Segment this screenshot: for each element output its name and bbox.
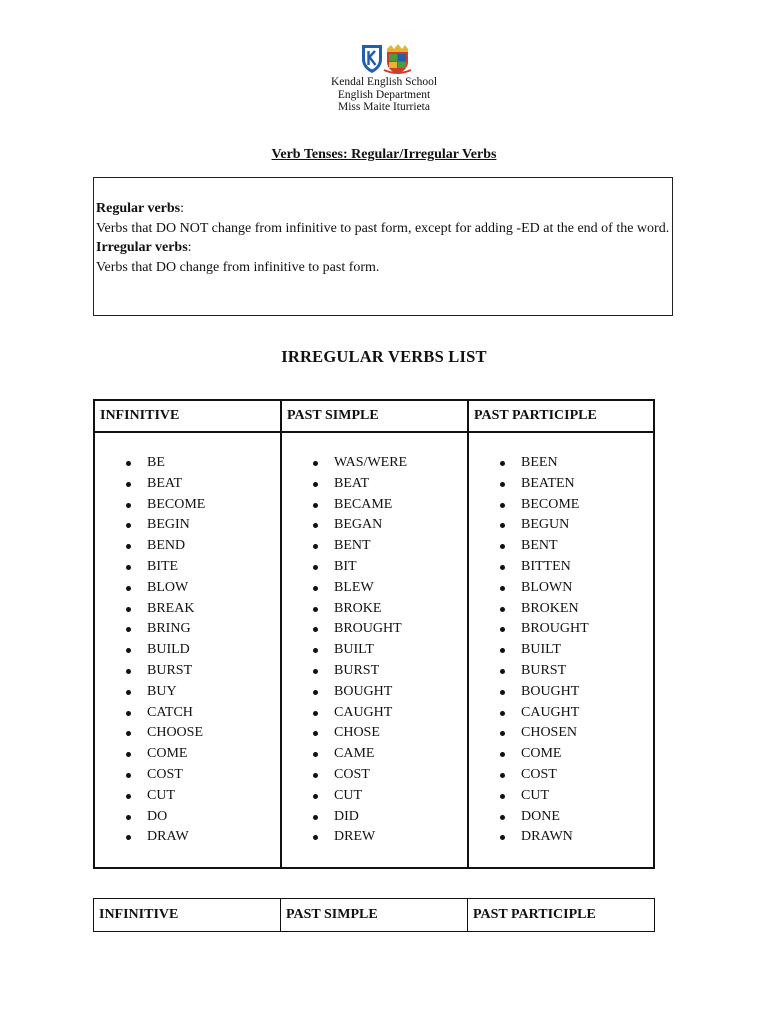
bullet-icon (500, 627, 505, 632)
bullet-icon (126, 731, 131, 736)
bullet-icon (500, 835, 505, 840)
past-participle-column (469, 401, 653, 867)
department-name: English Department (337, 88, 431, 101)
past-participle-verb: COST (521, 766, 557, 782)
bullet-icon (313, 627, 318, 632)
bullet-icon (126, 586, 131, 591)
past-simple-verb: WAS/WERE (334, 455, 408, 470)
bullet-icon (313, 711, 318, 716)
bullet-icon (126, 835, 131, 840)
past-simple-verb: BIT (334, 558, 357, 574)
past-simple-verb: BURST (334, 662, 380, 678)
bullet-icon (500, 523, 505, 528)
bullet-icon (500, 565, 505, 570)
bullet-icon (500, 544, 505, 549)
bullet-icon (313, 461, 318, 466)
past-simple-verb: BEGAN (334, 517, 383, 533)
bullet-icon (313, 669, 318, 674)
bullet-icon (313, 815, 318, 820)
bullet-icon (500, 648, 505, 653)
past-simple-verb: CUT (334, 787, 362, 803)
regular-verbs-definition: Verbs that DO NOT change from infinitive to past form, except for adding -ED at the end of the word. (96, 220, 670, 236)
infinitive-verb: COST (147, 766, 183, 782)
bullet-icon (126, 503, 131, 508)
bullet-icon (500, 503, 505, 508)
infinitive-verb: BEAT (147, 475, 182, 491)
bullet-icon (313, 731, 318, 736)
bullet-icon (500, 669, 505, 674)
bullet-icon (126, 711, 131, 716)
past-participle-verb: CAUGHT (521, 704, 580, 720)
bullet-icon (313, 835, 318, 840)
past-participle-verb: BEEN (521, 455, 558, 470)
past-simple-verb: BOUGHT (334, 683, 393, 699)
infinitive-verb: BEGIN (147, 517, 190, 533)
past-participle-verb: BEATEN (521, 475, 575, 491)
regular-verbs-heading (96, 199, 670, 219)
past-simple-header: PAST SIMPLE (282, 401, 467, 433)
verbs-list-title: IRREGULAR VERBS LIST (281, 347, 487, 366)
infinitive-verb: BREAK (147, 600, 195, 616)
bullet-icon (313, 482, 318, 487)
bullet-icon (313, 752, 318, 757)
teacher-name: Miss Maite Iturrieta (338, 101, 430, 113)
past-simple-header-2: PAST SIMPLE (281, 899, 468, 931)
past-participle-verb: BUILT (521, 642, 561, 658)
bullet-icon (126, 648, 131, 653)
infinitive-header-2: INFINITIVE (94, 899, 281, 931)
bullet-icon (313, 503, 318, 508)
irregular-verbs-definition: Verbs that DO change from infinitive to past form. (96, 259, 380, 275)
bullet-icon (500, 773, 505, 778)
regular-verbs-label: Regular verbs (96, 201, 181, 216)
bullet-icon (126, 482, 131, 487)
past-simple-verb: BEAT (334, 475, 369, 491)
past-simple-verb: CAUGHT (334, 704, 393, 720)
past-participle-verb: BITTEN (521, 558, 571, 574)
document-title: Verb Tenses: Regular/Irregular Verbs (271, 147, 497, 162)
bullet-icon (126, 794, 131, 799)
past-simple-column (282, 401, 469, 867)
past-participle-verb: BROUGHT (521, 621, 589, 637)
past-simple-verb: BUILT (334, 642, 374, 658)
past-simple-verb: BLEW (334, 579, 374, 595)
bullet-icon (500, 586, 505, 591)
infinitive-verb: BRING (147, 621, 191, 637)
infinitive-verb: BECOME (147, 496, 206, 512)
bullet-icon (313, 773, 318, 778)
bullet-icon (126, 669, 131, 674)
past-participle-verb: BECOME (521, 496, 580, 512)
infinitive-column (95, 401, 282, 867)
infinitive-verb: CHOOSE (147, 725, 204, 741)
bullet-icon (126, 773, 131, 778)
bullet-icon (500, 690, 505, 695)
bullet-icon (313, 690, 318, 695)
irregular-verbs-colon: : (187, 240, 192, 255)
irregular-verbs-heading (96, 238, 670, 258)
infinitive-verb: BEND (147, 538, 186, 554)
regular-verbs-colon: : (180, 201, 185, 216)
infinitive-verb: BE (147, 455, 165, 470)
infinitive-verb: BURST (147, 662, 193, 678)
past-participle-verb: BROKEN (521, 600, 579, 616)
bullet-icon (500, 607, 505, 612)
infinitive-verb: BUILD (147, 642, 190, 658)
bullet-icon (126, 815, 131, 820)
definitions-box (93, 177, 673, 316)
past-simple-verb: COST (334, 766, 370, 782)
past-participle-verb: BENT (521, 538, 558, 554)
past-simple-verb: CHOSE (334, 725, 380, 741)
bullet-icon (126, 752, 131, 757)
bullet-icon (126, 544, 131, 549)
bullet-icon (500, 731, 505, 736)
past-participle-verb: CUT (521, 787, 549, 803)
past-participle-verb: BLOWN (521, 579, 573, 595)
past-simple-verb: BROKE (334, 600, 382, 616)
bullet-icon (313, 523, 318, 528)
infinitive-verb: CUT (147, 787, 175, 803)
past-participle-verb: COME (521, 746, 562, 762)
infinitive-verb: DO (147, 808, 168, 824)
bullet-icon (500, 752, 505, 757)
past-participle-verb: BURST (521, 662, 567, 678)
bullet-icon (500, 711, 505, 716)
infinitive-verb: BUY (147, 683, 177, 699)
infinitive-verb: BITE (147, 558, 179, 574)
bullet-icon (126, 565, 131, 570)
bullet-icon (500, 815, 505, 820)
past-simple-verb: CAME (334, 746, 375, 762)
irregular-verbs-table (93, 399, 655, 869)
school-logo (358, 43, 414, 75)
past-simple-verb: BROUGHT (334, 621, 402, 637)
school-info (0, 76, 768, 114)
infinitive-verb: DRAW (147, 829, 189, 845)
second-verbs-table-header (93, 898, 655, 932)
past-participle-verb: BOUGHT (521, 683, 580, 699)
bullet-icon (126, 607, 131, 612)
past-participle-header: PAST PARTICIPLE (469, 401, 653, 433)
past-participle-verb: DRAWN (521, 829, 573, 845)
past-participle-verb: CHOSEN (521, 725, 578, 741)
bullet-icon (126, 627, 131, 632)
infinitive-verb: CATCH (147, 704, 193, 720)
bullet-icon (126, 523, 131, 528)
bullet-icon (500, 794, 505, 799)
bullet-icon (313, 794, 318, 799)
bullet-icon (500, 461, 505, 466)
past-simple-verb: BENT (334, 538, 371, 554)
bullet-icon (313, 586, 318, 591)
infinitive-verb: BLOW (147, 579, 189, 595)
bullet-icon (126, 461, 131, 466)
bullet-icon (313, 607, 318, 612)
bullet-icon (313, 565, 318, 570)
past-simple-verb: BECAME (334, 496, 393, 512)
bullet-icon (126, 690, 131, 695)
bullet-icon (313, 648, 318, 653)
past-simple-verb: DREW (334, 829, 376, 845)
infinitive-verb: COME (147, 746, 188, 762)
bullet-icon (313, 544, 318, 549)
past-simple-verb: DID (334, 808, 359, 824)
past-participle-header-2: PAST PARTICIPLE (473, 907, 596, 922)
irregular-verbs-label: Irregular verbs (96, 240, 188, 255)
school-name: Kendal English School (330, 76, 438, 88)
past-participle-verb: DONE (521, 808, 560, 824)
past-participle-verb: BEGUN (521, 517, 570, 533)
bullet-icon (500, 482, 505, 487)
infinitive-header: INFINITIVE (95, 401, 280, 433)
